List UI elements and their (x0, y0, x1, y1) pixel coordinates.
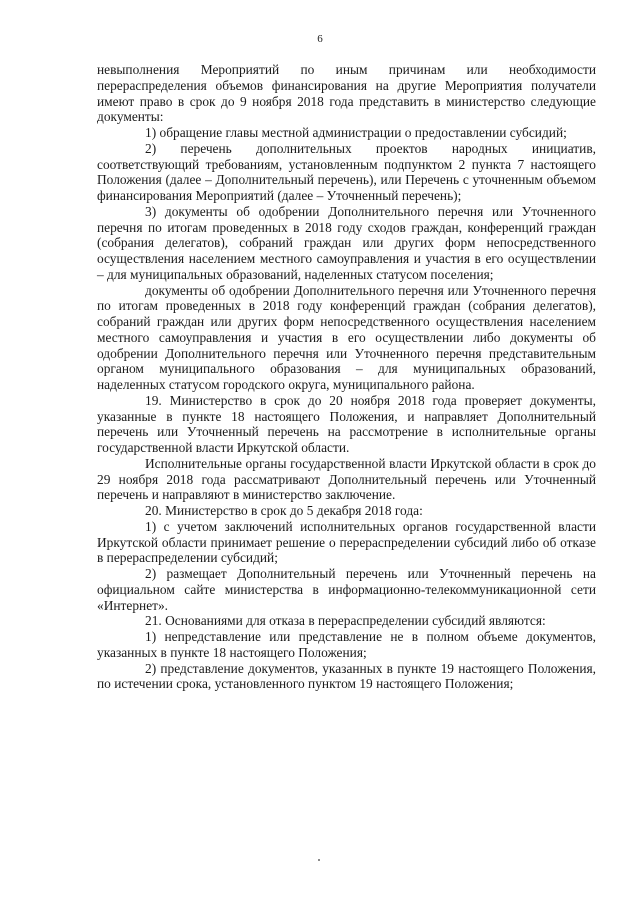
paragraph-clause-19: 19. Министерство в срок до 20 ноября 2018 года проверяет документы, указанные в пункте 18 настоящего Положения, и направляет Дополнительный перечень или Уточненный перечень на рассмотрение в исполнительные органы государственной власти Иркутской области. (97, 392, 596, 455)
scan-speck (318, 859, 320, 861)
paragraph-documents: документы об одобрении Дополнительного перечня или Уточненного перечня по итогам проведенных в 2018 году конференций граждан (собрания делегатов), собраний граждан или других форм непосредственного осуществления населением местного самоуправления и участия в его осуществлении либо документы об одобрении Дополнительного перечня или Уточненного перечня представительным органом муниципального образования – для муниципальных образований, наделенных статусом городского округа, муниципального района. (97, 282, 596, 392)
paragraph-clause-20-item-1: 1) с учетом заключений исполнительных органов государственной власти Иркутской области принимает решение о перераспределении субсидий либо об отказе в перераспределении субсидий; (97, 518, 596, 566)
paragraph-item-3: 3) документы об одобрении Дополнительного перечня или Уточненного перечня по итогам проведенных в 2018 году сходов граждан, конференций граждан (собрания делегатов), собраний граждан или других форм непосредственного осуществления населением местного самоуправления и участия в его осуществлении – для муниципальных образований, наделенных статусом поселения; (97, 203, 596, 282)
paragraph-item-2: 2) перечень дополнительных проектов народных инициатив, соответствующий требованиям, установленным подпунктом 2 пункта 7 настоящего Положения (далее – Дополнительный перечень), или Перечень с уточненным объемом финансирования Мероприятий (далее – Уточненный перечень); (97, 140, 596, 203)
paragraph-clause-21-item-2: 2) представление документов, указанных в пункте 19 настоящего Положения, по истечении срока, установленного пунктом 19 настоящего Положения; (97, 660, 596, 692)
paragraph-item-1: 1) обращение главы местной администрации о предоставлении субсидий; (145, 125, 567, 140)
paragraph-continuation: невыполнения Мероприятий по иным причинам или необходимости перераспределения объемов финансирования на другие Мероприятия получатели имеют право в срок до 9 ноября 2018 года представить в министерство следующие документы: (97, 62, 596, 125)
document-body (97, 62, 596, 692)
paragraph-executive-bodies: Исполнительные органы государственной власти Иркутской области в срок до 29 ноября 2018 года рассматривают Дополнительный перечень или Уточненный перечень и направляют в министерство заключение. (97, 455, 596, 503)
page-number: 6 (317, 33, 323, 45)
paragraph-clause-21-item-1: 1) непредставление или представление не в полном объеме документов, указанных в пункте 18 настоящего Положения; (97, 629, 596, 660)
paragraph-clause-21: 21. Основаниями для отказа в перераспределении субсидий являются: (145, 613, 546, 629)
paragraph-clause-20-item-2: 2) размещает Дополнительный перечень или Уточненный перечень на официальном сайте министерства в информационно-телекоммуникационной сети «Интернет». (97, 566, 596, 613)
paragraph-clause-20: 20. Министерство в срок до 5 декабря 2018 года: (145, 503, 423, 518)
